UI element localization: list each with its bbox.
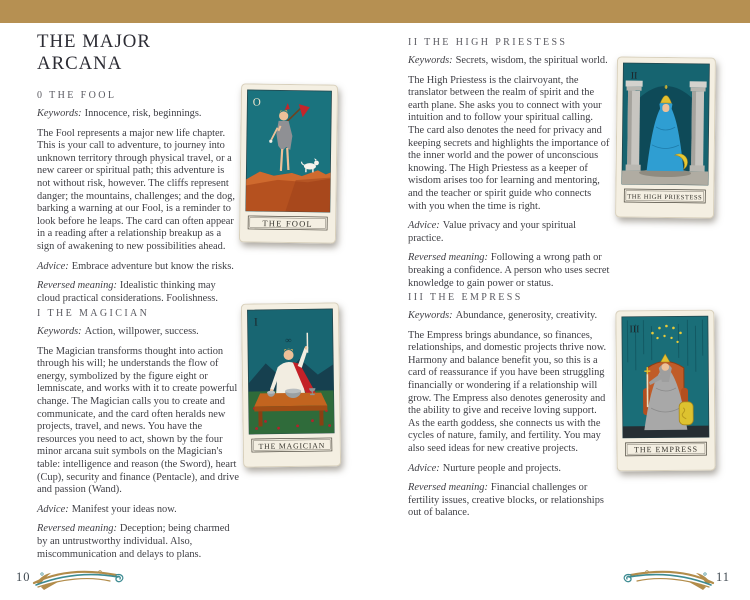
footer-flourish-icon [612,566,717,593]
advice-text: Nurture people and projects. [442,462,562,474]
reversed-line [408,252,610,290]
heading-the-empress: III THE EMPRESS [408,292,523,303]
reversed-label: Reversed meaning: [408,252,488,264]
section-the-high-priestess [408,37,610,290]
page-title: THE MAJOR ARCANA [37,31,151,74]
card-caption: THE EMPRESS [633,444,699,455]
keywords-label: Keywords: [37,108,82,119]
advice-line [408,463,610,476]
card-caption: THE FOOL [262,218,313,229]
keywords-label: Keywords: [408,55,453,66]
card-numeral: II [630,70,638,82]
keywords-line [408,55,610,68]
heading-the-magician: I THE MAGICIAN [37,308,150,319]
reversed-text: Following a wrong path or breaking a confidence. A person who uses secret knowledge to gain power or status. [408,252,610,289]
keywords-text: Action, willpower, success. [84,326,199,337]
advice-text: Manifest your ideas now. [71,503,177,515]
top-border-bar [0,0,750,23]
section-the-magician [37,308,240,561]
advice-label: Advice: [37,260,69,272]
svg-text:∞: ∞ [285,334,292,346]
card-caption: THE MAGICIAN [258,441,326,451]
advice-label: Advice: [37,503,69,515]
reversed-text: Idealistic thinking may cloud practical considerations. Foolishness. [37,280,218,304]
body-paragraph: The High Priestess is the clairvoyant, the translator between the realm of spirit and the earth plane. She asks you to connect with your intuition and to follow your spiritual calling. The card also denotes the need for privacy and keeping secrets and highlights the importance of the inner world and the power of unconscious knowing. The High Priestess as a keeper of wisdom arises too for learning and mentoring, and the teacher or spirit guide who connects with you when the time is right. [408,74,610,212]
keywords-line [37,326,240,339]
section-the-fool [37,31,238,305]
advice-line [408,220,610,245]
reversed-label: Reversed meaning: [37,523,117,535]
advice-text: Value privacy and your spiritual practice. [408,220,577,244]
card-numeral: O [252,96,261,109]
magician-card-image [241,302,341,467]
advice-label: Advice: [408,462,440,474]
reversed-text: Financial challenges or fertility issues, creative blocks, or relationships out of balance. [408,482,604,519]
keywords-line [37,108,238,121]
reversed-line [408,482,610,520]
keywords-text: Innocence, risk, beginnings. [84,108,202,119]
reversed-label: Reversed meaning: [37,280,117,292]
keywords-label: Keywords: [37,326,82,337]
keywords-text: Secrets, wisdom, the spiritual world. [455,55,608,66]
card-caption: THE HIGH PRIESTESS [627,193,703,202]
body-paragraph: The Magician transforms thought into action through his will; he understands the flow of energy, symbolized by the figure eight or lemniscate, and works with it to create powerful change. The Magician calls you to create and communicate, and the card often heralds new projects, travel, and news. You have the resources you need to act, shown by the four minor arcana suit symbols on the Magician's table: intelligence and reason (the Sword), heart (Cup), security and finance (Pentacle), and drive and passion (Wand). [37,345,239,496]
footer-flourish-icon [30,566,135,593]
high-priestess-card-image [615,56,716,218]
page-number-right: 11 [716,570,731,584]
section-the-empress [408,292,610,520]
card-numeral: III [629,324,640,336]
reversed-text: Deception; being charmed by an untrustworthy individual. Also, miscommunication and delays to plans. [37,523,230,560]
keywords-line [408,310,610,323]
advice-line [37,504,240,517]
reversed-label: Reversed meaning: [408,482,488,494]
page-number-left: 10 [16,570,31,584]
heading-the-fool: 0 THE FOOL [37,90,117,101]
advice-label: Advice: [408,220,440,232]
keywords-text: Abundance, generosity, creativity. [455,310,598,321]
empress-card-image [615,310,715,472]
advice-line [37,261,238,274]
keywords-label: Keywords: [408,310,453,321]
body-paragraph: The Empress brings abundance, so finances, relationships, and domestic projects thrive now. Harmony and balance benefit you, so this is a card of reassurance if you have been struggling financially or wondering if a relationship will grow. The Empress also denotes generosity and the ability to give and receive loving support. As the earth goddess, she connects us with the cycles of nature, family, and fertility. You may also seed ideas for new creative projects. [408,329,607,454]
card-numeral: I [254,316,258,329]
heading-the-high-priestess: II THE HIGH PRIESTESS [408,37,568,48]
fool-card-image [239,83,338,243]
body-paragraph: The Fool represents a major new life chapter. This is your call to adventure, to journey into unknown territory through physical travel, or a new career or spiritual path; this adventure is not without risk, however. The cliffs represent danger; the mountains, challenges; and the dog, barking a warning at our Fool, is a reminder to look before he leaps. The card can often appear in a reading after a relationship breakup as a sign of awakening to new possibilities ahead. [37,127,235,252]
advice-text: Embrace adventure but know the risks. [71,260,234,272]
reversed-line [37,523,240,561]
reversed-line [37,280,238,305]
